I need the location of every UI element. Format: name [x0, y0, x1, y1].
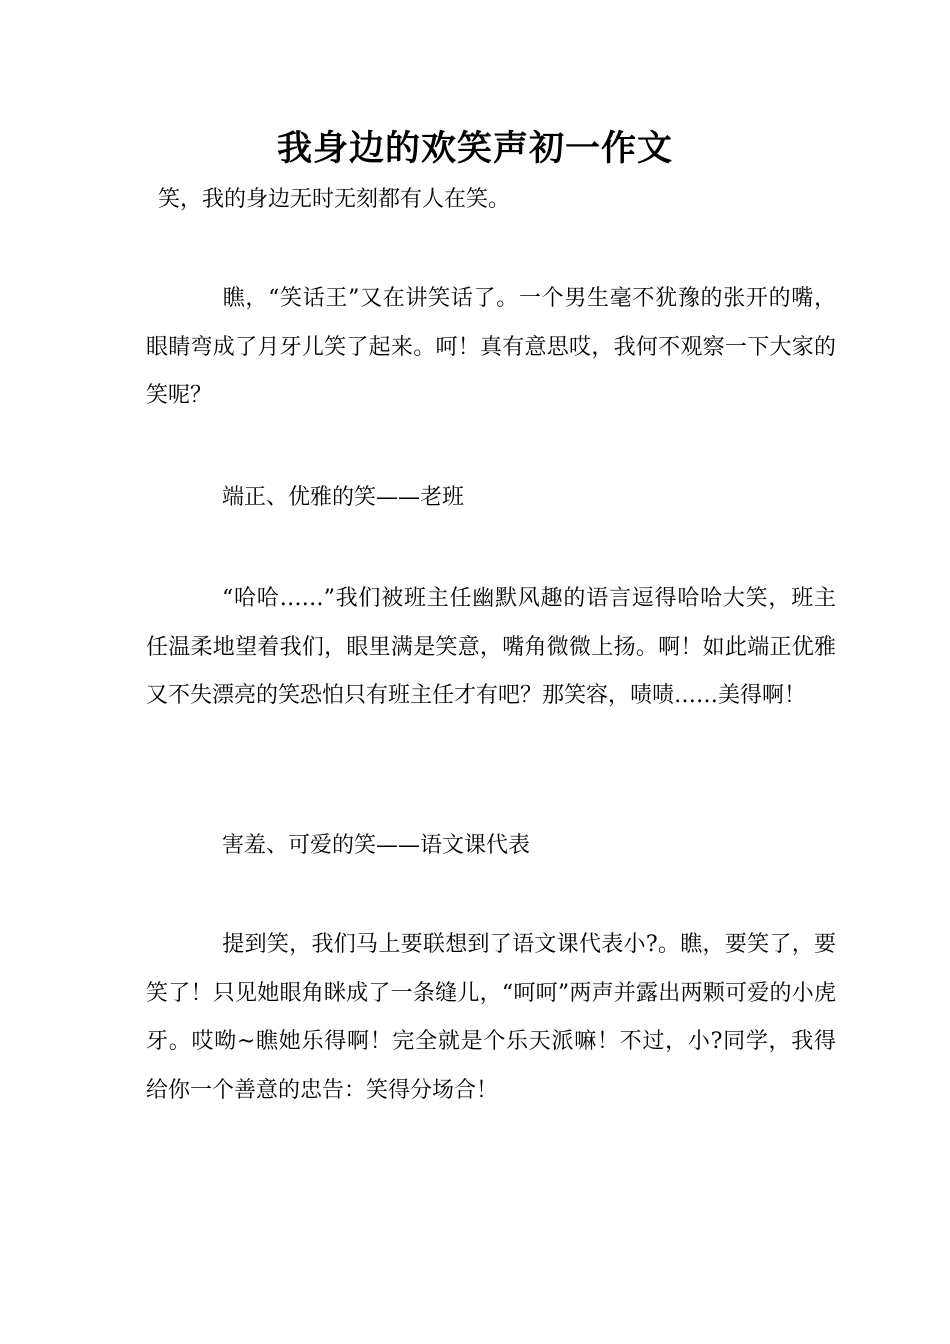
- paragraph-3-text: 提到笑，我们马上要联想到了语文课代表小?。瞧，要笑了，要笑了！只见她眼角眯成了一条缝儿，“呵呵”两声并露出两颗可爱的小虎牙。哎呦~瞧她乐得啊！完全就是个乐天派嘛！不过，小?同学，我得给你一个善意的忠告：笑得分场合！: [146, 932, 836, 1103]
- paragraph-3: [146, 921, 836, 1115]
- paragraph-1-text: 瞧，“笑话王”又在讲笑话了。一个男生毫不犹豫的张开的嘴，眼睛弯成了月牙儿笑了起来。呵！真有意思哎，我何不观察一下大家的笑呢？: [146, 286, 836, 408]
- paragraph-1: [146, 275, 836, 421]
- document-title: 我身边的欢笑声初一作文: [276, 129, 673, 169]
- section-heading-1: 端正、优雅的笑——老班: [222, 485, 465, 510]
- paragraph-2: [146, 575, 836, 721]
- section-heading-2: 害羞、可爱的笑——语文课代表: [222, 833, 531, 858]
- intro-paragraph: 笑，我的身边无时无刻都有人在笑。: [158, 187, 511, 212]
- paragraph-2-text: “哈哈……”我们被班主任幽默风趣的语言逗得哈哈大笑，班主任温柔地望着我们，眼里满是笑意，嘴角微微上扬。啊！如此端正优雅又不失漂亮的笑恐怕只有班主任才有吧？那笑容，啧啧……美得啊！: [146, 586, 836, 708]
